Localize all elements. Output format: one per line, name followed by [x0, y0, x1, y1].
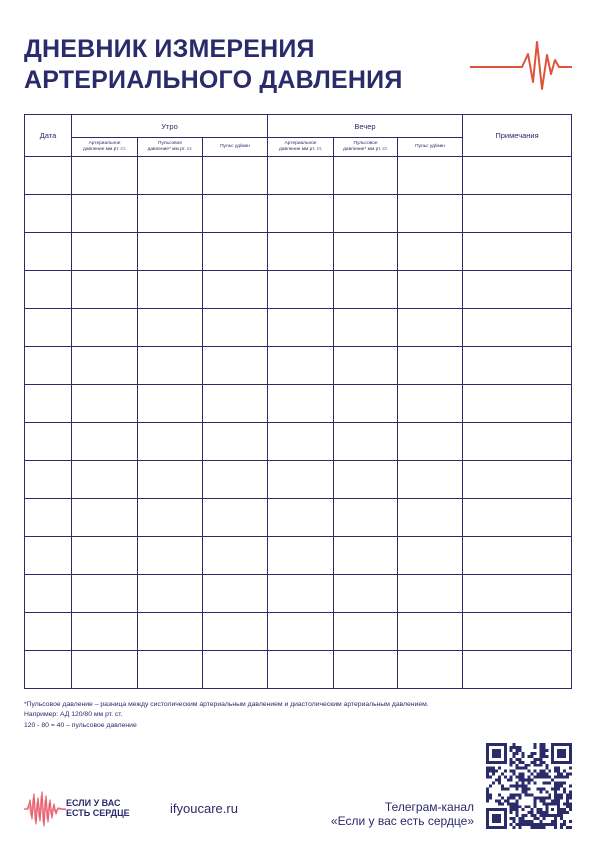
- header-line: Пульс уд/мин: [220, 144, 250, 150]
- morning-pulse-cell[interactable]: [203, 233, 268, 271]
- table-row: [25, 575, 572, 613]
- evening-bp-cell[interactable]: [268, 271, 334, 309]
- evening-pulse-pressure-cell[interactable]: [334, 157, 398, 195]
- date-cell[interactable]: [25, 347, 72, 385]
- evening-pulse-pressure-cell[interactable]: [334, 271, 398, 309]
- evening-pulse-pressure-cell[interactable]: [334, 651, 398, 689]
- notes-cell[interactable]: [463, 347, 572, 385]
- morning-group-header: Утро: [72, 115, 268, 138]
- morning-pulse-pressure-cell[interactable]: [138, 575, 203, 613]
- evening-pulse-cell[interactable]: [398, 157, 463, 195]
- date-cell[interactable]: [25, 385, 72, 423]
- morning-bp-header: [72, 138, 138, 157]
- date-cell[interactable]: [25, 575, 72, 613]
- evening-bp-header: [268, 138, 334, 157]
- morning-pulse-cell[interactable]: [203, 309, 268, 347]
- morning-pulse-cell[interactable]: [203, 613, 268, 651]
- table-row: [25, 233, 572, 271]
- evening-pulse-cell[interactable]: [398, 271, 463, 309]
- morning-bp-cell[interactable]: [72, 575, 138, 613]
- notes-cell[interactable]: [463, 195, 572, 233]
- website-link[interactable]: ifyoucare.ru: [170, 801, 238, 816]
- date-cell[interactable]: [25, 271, 72, 309]
- evening-bp-cell[interactable]: [268, 347, 334, 385]
- morning-bp-cell[interactable]: [72, 651, 138, 689]
- evening-pulse-pressure-cell[interactable]: [334, 309, 398, 347]
- morning-pulse-cell[interactable]: [203, 651, 268, 689]
- date-cell[interactable]: [25, 499, 72, 537]
- evening-bp-cell[interactable]: [268, 233, 334, 271]
- notes-cell[interactable]: [463, 499, 572, 537]
- morning-bp-cell[interactable]: [72, 195, 138, 233]
- morning-pulse-cell[interactable]: [203, 537, 268, 575]
- evening-bp-cell[interactable]: [268, 385, 334, 423]
- evening-pulse-pressure-cell[interactable]: [334, 461, 398, 499]
- diary-table-body: [25, 157, 572, 689]
- morning-pulse-cell[interactable]: [203, 195, 268, 233]
- evening-pulse-pressure-cell[interactable]: [334, 423, 398, 461]
- morning-pulse-cell[interactable]: [203, 575, 268, 613]
- evening-pulse-pressure-cell[interactable]: [334, 499, 398, 537]
- morning-pulse-pressure-cell[interactable]: [138, 195, 203, 233]
- morning-pulse-pressure-header: [138, 138, 203, 157]
- table-row: [25, 613, 572, 651]
- brand-line-1: ЕСЛИ У ВАС: [66, 798, 121, 808]
- telegram-line-2: «Если у вас есть сердце»: [330, 814, 474, 828]
- evening-pulse-cell[interactable]: [398, 651, 463, 689]
- morning-pulse-cell[interactable]: [203, 385, 268, 423]
- heartbeat-waves-icon: [24, 788, 66, 830]
- evening-bp-cell[interactable]: [268, 157, 334, 195]
- notes-column-header: Примечания: [463, 115, 572, 157]
- date-cell[interactable]: [25, 537, 72, 575]
- evening-bp-cell[interactable]: [268, 613, 334, 651]
- evening-group-header: Вечер: [268, 115, 463, 138]
- evening-bp-cell[interactable]: [268, 195, 334, 233]
- date-cell[interactable]: [25, 651, 72, 689]
- evening-pulse-cell[interactable]: [398, 347, 463, 385]
- footnote-line-1: *Пульсовое давление – разница между систолическим артериальным давлением и диастолическим артериальным давлением.: [24, 701, 429, 708]
- heartbeat-line-icon: [470, 36, 572, 92]
- pressure-diary-table: [24, 114, 572, 689]
- header-line: Артериальное: [88, 141, 121, 147]
- table-row: [25, 309, 572, 347]
- evening-bp-cell[interactable]: [268, 309, 334, 347]
- morning-pulse-cell[interactable]: [203, 461, 268, 499]
- header-line: давление мм рт. ст.: [83, 147, 126, 152]
- evening-pulse-cell[interactable]: [398, 309, 463, 347]
- morning-pulse-pressure-cell[interactable]: [138, 233, 203, 271]
- morning-bp-cell[interactable]: [72, 309, 138, 347]
- brand-line-2: ЕСТЬ СЕРДЦЕ: [66, 808, 130, 818]
- date-cell[interactable]: [25, 423, 72, 461]
- evening-pulse-cell[interactable]: [398, 195, 463, 233]
- evening-pulse-pressure-header: [334, 138, 398, 157]
- notes-cell[interactable]: [463, 385, 572, 423]
- header-line: давление* мм рт. ст.: [147, 147, 193, 152]
- table-row: [25, 461, 572, 499]
- brand-name: [66, 798, 130, 818]
- evening-pulse-pressure-cell[interactable]: [334, 385, 398, 423]
- notes-cell[interactable]: [463, 233, 572, 271]
- date-cell[interactable]: [25, 157, 72, 195]
- evening-bp-cell[interactable]: [268, 537, 334, 575]
- morning-pulse-pressure-cell[interactable]: [138, 309, 203, 347]
- table-header-row: [25, 115, 572, 138]
- evening-pulse-cell[interactable]: [398, 461, 463, 499]
- evening-pulse-cell[interactable]: [398, 499, 463, 537]
- table-row: [25, 423, 572, 461]
- evening-pulse-pressure-cell[interactable]: [334, 233, 398, 271]
- title-line-1: ДНЕВНИК ИЗМЕРЕНИЯ: [24, 35, 315, 63]
- morning-pulse-header: [203, 138, 268, 157]
- header-line: Пульсовое: [158, 141, 182, 147]
- notes-cell[interactable]: [463, 309, 572, 347]
- evening-pulse-cell[interactable]: [398, 385, 463, 423]
- evening-pulse-pressure-cell[interactable]: [334, 537, 398, 575]
- title-line-2: АРТЕРИАЛЬНОГО ДАВЛЕНИЯ: [24, 66, 403, 94]
- morning-pulse-cell[interactable]: [203, 271, 268, 309]
- evening-pulse-pressure-cell[interactable]: [334, 613, 398, 651]
- table-row: [25, 157, 572, 195]
- date-cell[interactable]: [25, 195, 72, 233]
- evening-pulse-pressure-cell[interactable]: [334, 347, 398, 385]
- morning-pulse-pressure-cell[interactable]: [138, 271, 203, 309]
- footnote-line-3: 120 - 80 = 40 – пульсовое давление: [24, 721, 137, 729]
- evening-bp-cell[interactable]: [268, 461, 334, 499]
- morning-pulse-pressure-cell[interactable]: [138, 157, 203, 195]
- morning-bp-cell[interactable]: [72, 157, 138, 195]
- telegram-caption: [331, 800, 474, 828]
- table-row: [25, 651, 572, 689]
- morning-bp-cell[interactable]: [72, 537, 138, 575]
- morning-pulse-pressure-cell[interactable]: [138, 423, 203, 461]
- date-cell[interactable]: [25, 233, 72, 271]
- notes-cell[interactable]: [463, 271, 572, 309]
- evening-pulse-header: [398, 138, 463, 157]
- evening-pulse-cell[interactable]: [398, 613, 463, 651]
- table-row: [25, 271, 572, 309]
- morning-pulse-pressure-cell[interactable]: [138, 461, 203, 499]
- table-row: [25, 195, 572, 233]
- morning-pulse-cell[interactable]: [203, 499, 268, 537]
- notes-cell[interactable]: [463, 613, 572, 651]
- table-row: [25, 385, 572, 423]
- header-line: давление мм рт. ст.: [279, 147, 322, 152]
- morning-bp-cell[interactable]: [72, 385, 138, 423]
- page-title: [24, 34, 403, 96]
- header-line: давление* мм рт. ст.: [343, 147, 388, 152]
- date-cell[interactable]: [25, 461, 72, 499]
- date-cell[interactable]: [25, 309, 72, 347]
- notes-cell[interactable]: [463, 651, 572, 689]
- table-row: [25, 537, 572, 575]
- evening-bp-cell[interactable]: [268, 499, 334, 537]
- notes-cell[interactable]: [463, 423, 572, 461]
- evening-bp-cell[interactable]: [268, 651, 334, 689]
- morning-bp-cell[interactable]: [72, 347, 138, 385]
- header-line: Артериальное: [284, 141, 317, 147]
- morning-pulse-pressure-cell[interactable]: [138, 537, 203, 575]
- morning-bp-cell[interactable]: [72, 499, 138, 537]
- notes-cell[interactable]: [463, 537, 572, 575]
- morning-bp-cell[interactable]: [72, 461, 138, 499]
- morning-pulse-cell[interactable]: [203, 157, 268, 195]
- qr-code-icon[interactable]: [486, 743, 572, 829]
- date-cell[interactable]: [25, 613, 72, 651]
- evening-pulse-cell[interactable]: [398, 233, 463, 271]
- evening-pulse-pressure-cell[interactable]: [334, 575, 398, 613]
- footnote-line-2: Например: АД 120/80 мм рт. ст.: [24, 711, 123, 719]
- notes-cell[interactable]: [463, 575, 572, 613]
- telegram-line-1: Телеграм-канал: [384, 800, 474, 814]
- morning-pulse-cell[interactable]: [203, 347, 268, 385]
- table-row: [25, 347, 572, 385]
- morning-bp-cell[interactable]: [72, 233, 138, 271]
- footnote: [24, 700, 429, 731]
- morning-pulse-pressure-cell[interactable]: [138, 613, 203, 651]
- morning-bp-cell[interactable]: [72, 271, 138, 309]
- morning-pulse-pressure-cell[interactable]: [138, 651, 203, 689]
- evening-pulse-cell[interactable]: [398, 537, 463, 575]
- morning-pulse-pressure-cell[interactable]: [138, 347, 203, 385]
- evening-pulse-cell[interactable]: [398, 575, 463, 613]
- header-line: Пульс уд/мин: [415, 144, 445, 150]
- evening-pulse-pressure-cell[interactable]: [334, 195, 398, 233]
- morning-pulse-cell[interactable]: [203, 423, 268, 461]
- date-column-header: Дата: [25, 115, 72, 157]
- morning-pulse-pressure-cell[interactable]: [138, 499, 203, 537]
- morning-bp-cell[interactable]: [72, 423, 138, 461]
- table-row: [25, 499, 572, 537]
- evening-pulse-cell[interactable]: [398, 423, 463, 461]
- evening-bp-cell[interactable]: [268, 423, 334, 461]
- header-line: Пульсовое: [353, 141, 378, 147]
- notes-cell[interactable]: [463, 461, 572, 499]
- morning-bp-cell[interactable]: [72, 613, 138, 651]
- morning-pulse-pressure-cell[interactable]: [138, 385, 203, 423]
- notes-cell[interactable]: [463, 157, 572, 195]
- evening-bp-cell[interactable]: [268, 575, 334, 613]
